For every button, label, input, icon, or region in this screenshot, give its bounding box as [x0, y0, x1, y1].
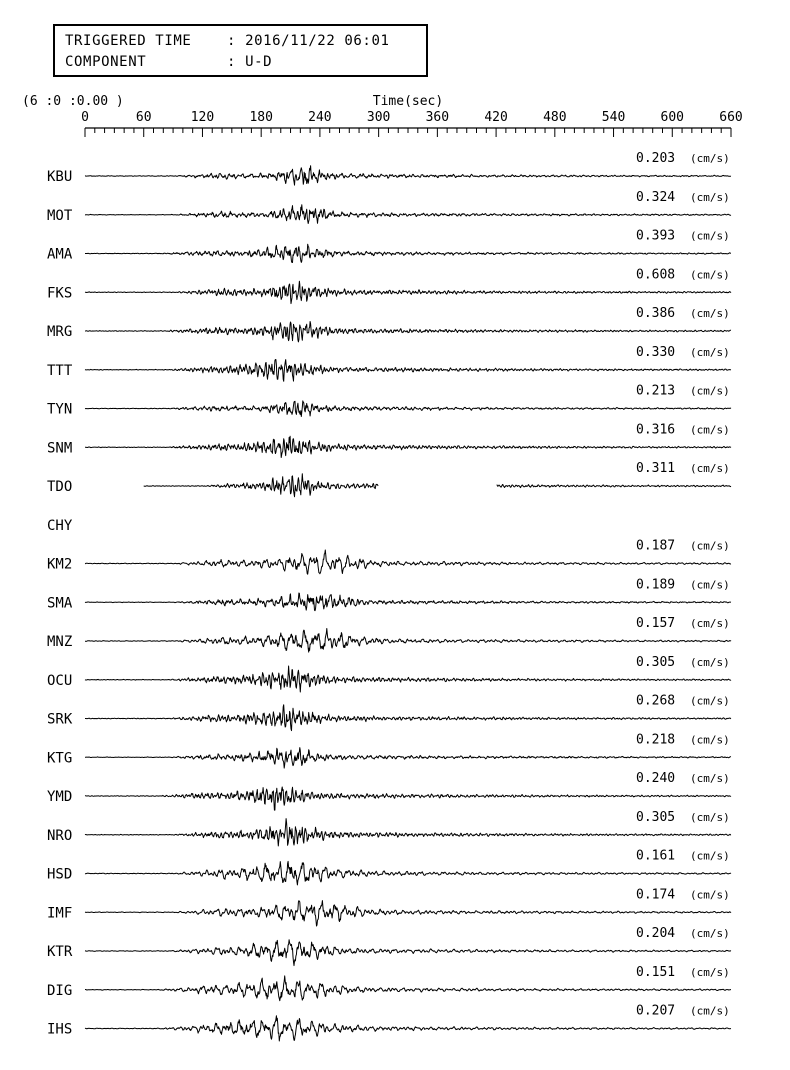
x-tick-label: 600 [660, 110, 685, 125]
station-hsd [47, 849, 731, 885]
max-amplitude-label: 0.218 [636, 732, 676, 748]
station-label: CHY [47, 517, 73, 534]
max-amplitude-label: 0.268 [636, 693, 676, 709]
amplitude-unit: (cm/s) [690, 965, 730, 979]
amplitude-unit: (cm/s) [690, 927, 730, 940]
amplitude-unit: (cm/s) [690, 539, 730, 553]
station-kbu [47, 151, 731, 185]
amplitude-unit: (cm/s) [690, 772, 730, 785]
triggered-time-separator: : [227, 33, 237, 49]
max-amplitude-label: 0.324 [636, 189, 676, 205]
station-tdo [47, 461, 731, 497]
x-tick-label: 240 [308, 110, 332, 125]
station-label: NRO [47, 827, 73, 844]
waveform-trace [85, 593, 731, 611]
station-ymd [47, 771, 731, 810]
station-label: SRK [47, 711, 73, 728]
triggered-time-label: TRIGGERED TIME [65, 33, 192, 49]
waveform-trace [85, 322, 731, 342]
station-label: YMD [47, 789, 73, 805]
station-label: OCU [47, 672, 73, 689]
amplitude-unit: (cm/s) [690, 152, 730, 165]
waveform-trace [85, 401, 731, 417]
waveform-trace [85, 787, 731, 810]
max-amplitude-label: 0.330 [636, 344, 676, 360]
waveform-trace [85, 1016, 731, 1041]
amplitude-unit: (cm/s) [690, 810, 730, 824]
station-snm [47, 422, 731, 457]
station-ama [47, 229, 731, 263]
station-label: DIG [47, 982, 73, 999]
station-ktr [47, 926, 731, 966]
station-traces [47, 151, 731, 1041]
station-fks [47, 267, 731, 303]
amplitude-unit: (cm/s) [690, 423, 730, 437]
max-amplitude-label: 0.305 [636, 654, 676, 670]
station-nro [47, 810, 731, 846]
amplitude-unit: (cm/s) [690, 384, 730, 398]
amplitude-unit: (cm/s) [690, 694, 730, 708]
station-label: HSD [47, 866, 73, 883]
station-label: KTR [47, 944, 73, 960]
station-mnz [47, 616, 731, 652]
max-amplitude-label: 0.393 [636, 228, 676, 244]
amplitude-unit: (cm/s) [690, 578, 730, 592]
amplitude-unit: (cm/s) [690, 733, 730, 747]
amplitude-unit: (cm/s) [690, 888, 730, 902]
waveform-trace [85, 705, 731, 731]
waveform-trace [85, 166, 731, 185]
amplitude-unit: (cm/s) [690, 462, 730, 475]
amplitude-unit: (cm/s) [690, 849, 730, 863]
station-km2 [47, 539, 731, 575]
amplitude-unit: (cm/s) [690, 617, 730, 630]
waveform-trace [85, 976, 731, 1001]
max-amplitude-label: 0.151 [636, 964, 676, 980]
x-tick-label: 60 [135, 110, 152, 125]
x-tick-label: 0 [81, 110, 89, 125]
x-tick-label: 480 [543, 110, 567, 125]
station-ktg [47, 732, 731, 768]
station-sma [47, 577, 731, 611]
station-label: SNM [47, 440, 73, 457]
max-amplitude-label: 0.157 [636, 616, 676, 631]
component-separator: : [227, 54, 237, 70]
amplitude-unit: (cm/s) [690, 307, 730, 320]
component-value: U-D [245, 54, 273, 70]
station-label: KTG [47, 750, 73, 767]
waveform-trace [144, 474, 731, 497]
x-tick-label: 420 [484, 110, 508, 125]
station-ocu [47, 655, 731, 692]
max-amplitude-label: 0.213 [636, 383, 676, 399]
station-label: MOT [47, 207, 73, 224]
amplitude-unit: (cm/s) [690, 190, 730, 204]
max-amplitude-label: 0.608 [636, 267, 676, 283]
station-label: FKS [47, 285, 73, 302]
time-axis [81, 110, 743, 137]
station-tyn [47, 384, 731, 418]
max-amplitude-label: 0.386 [636, 306, 676, 321]
waveform-trace [85, 436, 731, 457]
station-label: AMA [47, 246, 73, 263]
waveform-trace [85, 244, 731, 262]
x-axis-title: Time(sec) [372, 94, 444, 109]
max-amplitude-label: 0.204 [636, 926, 676, 941]
waveform-trace [85, 940, 731, 966]
station-label: MNZ [47, 634, 73, 650]
amplitude-unit: (cm/s) [690, 229, 730, 243]
station-label: TTT [47, 362, 73, 379]
max-amplitude-label: 0.305 [636, 809, 676, 825]
amplitude-unit: (cm/s) [690, 268, 730, 282]
x-tick-label: 300 [366, 110, 391, 125]
max-amplitude-label: 0.187 [636, 538, 676, 554]
x-tick-label: 540 [601, 110, 626, 125]
waveform-trace [85, 360, 731, 382]
waveform-trace [85, 901, 731, 926]
waveform-trace [85, 281, 731, 303]
waveform-trace [85, 861, 731, 885]
waveform-trace [85, 550, 731, 574]
station-srk [47, 694, 731, 731]
max-amplitude-label: 0.161 [636, 848, 676, 864]
amplitude-unit: (cm/s) [690, 655, 730, 669]
station-chy [47, 518, 73, 534]
amplitude-unit: (cm/s) [690, 1004, 730, 1018]
max-amplitude-label: 0.189 [636, 577, 676, 593]
station-label: KM2 [47, 556, 73, 573]
waveform-trace [85, 748, 731, 769]
start-time-label: (6 :0 :0.00 ) [22, 94, 124, 109]
station-dig [47, 965, 731, 1001]
station-ihs [47, 1004, 731, 1042]
triggered-time-value: 2016/11/22 06:01 [245, 33, 390, 49]
station-label: IMF [47, 905, 73, 922]
station-ttt [47, 345, 731, 382]
max-amplitude-label: 0.207 [636, 1003, 676, 1019]
waveform-trace [85, 629, 731, 653]
waveform-trace [85, 205, 731, 224]
station-label: IHS [47, 1021, 73, 1038]
max-amplitude-label: 0.311 [636, 461, 676, 476]
x-tick-label: 660 [719, 110, 743, 125]
station-mrg [47, 306, 731, 342]
station-label: SMA [47, 595, 73, 612]
max-amplitude-label: 0.174 [636, 887, 676, 903]
x-tick-label: 360 [425, 110, 450, 125]
station-label: KBU [47, 169, 73, 185]
station-label: TDO [47, 479, 73, 495]
waveform-trace [85, 819, 731, 846]
amplitude-unit: (cm/s) [690, 345, 730, 359]
waveform-trace [85, 666, 731, 692]
max-amplitude-label: 0.203 [636, 151, 676, 166]
max-amplitude-label: 0.316 [636, 422, 676, 438]
max-amplitude-label: 0.240 [636, 771, 676, 786]
station-imf [47, 887, 731, 926]
station-label: TYN [47, 401, 73, 418]
component-label: COMPONENT [65, 54, 147, 70]
x-tick-label: 180 [249, 110, 273, 125]
station-label: MRG [47, 324, 73, 340]
x-tick-label: 120 [190, 110, 215, 125]
station-mot [47, 190, 731, 224]
